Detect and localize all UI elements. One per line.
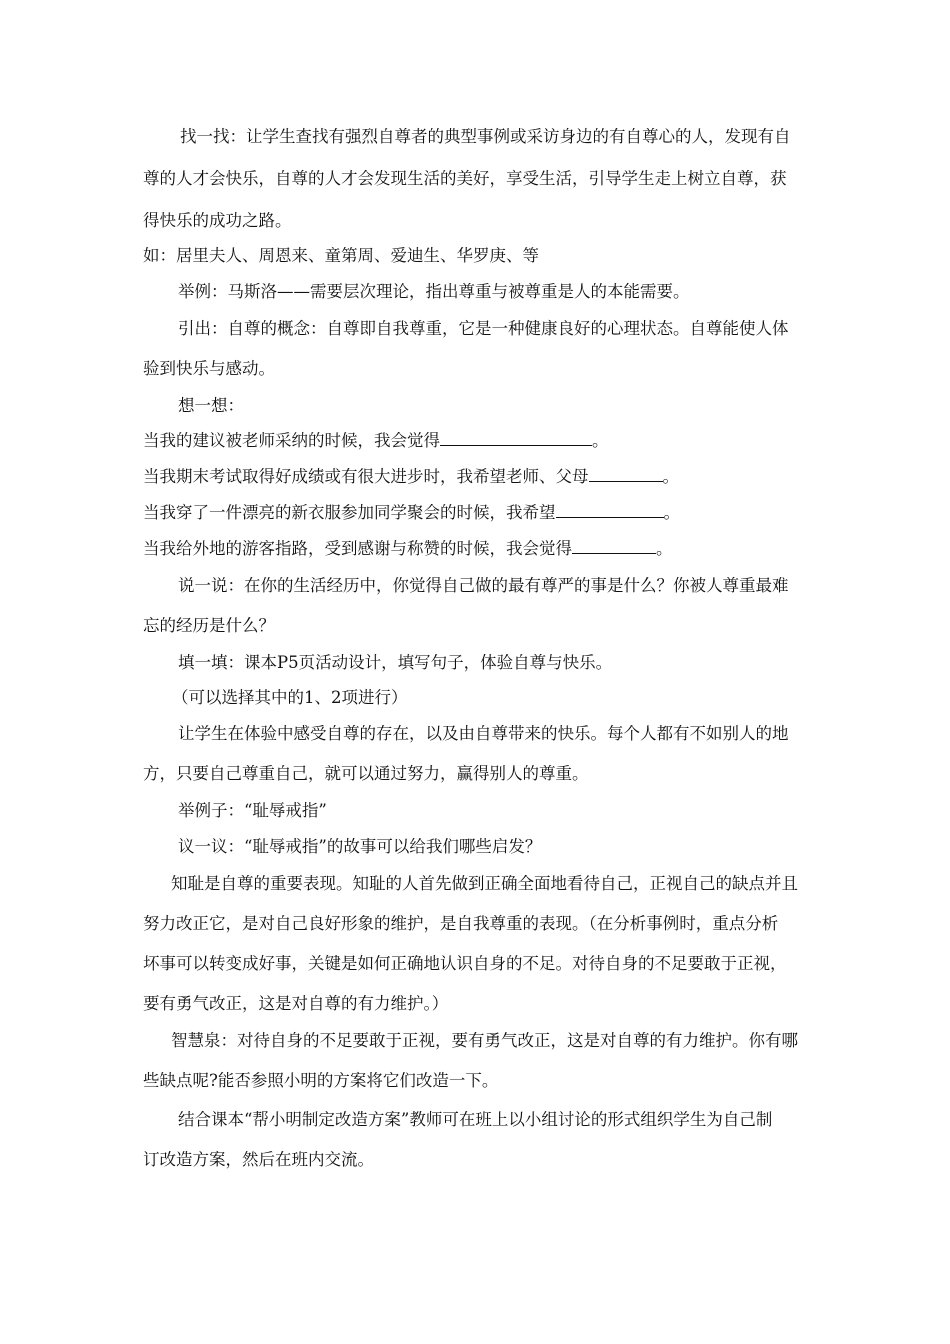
fill-blank-2 bbox=[589, 467, 663, 482]
example-ring: 举例子：“耻辱戒指” bbox=[178, 801, 327, 820]
paragraph-plan-line-2: 订改造方案，然后在班内交流。 bbox=[143, 1150, 374, 1169]
fill-sentence-2 bbox=[143, 467, 679, 487]
paragraph-shame-line-3: 坏事可以转变成好事，关键是如何正确地认识自身的不足。对待自身的不足要敢于正视， bbox=[143, 954, 787, 973]
paragraph-shame-line-1: 知耻是自尊的重要表现。知耻的人首先做到正确全面地看待自己，正视自己的缺点并且 bbox=[171, 874, 798, 893]
fill-blank-3 bbox=[556, 503, 664, 518]
fill-sentence-2-text: 当我期末考试取得好成绩或有很大进步时，我希望老师、父母 bbox=[143, 467, 589, 486]
fill-blank-1 bbox=[440, 431, 592, 446]
paragraph-wisdom-line-2: 些缺点呢?能否参照小明的方案将它们改造一下。 bbox=[143, 1071, 499, 1090]
paragraph-concept-line-1: 引出：自尊的概念：自尊即自我尊重，它是一种健康良好的心理状态。自尊能使人体 bbox=[178, 319, 789, 338]
fill-sentence-2-end: 。 bbox=[662, 467, 679, 486]
examples-list: 如：居里夫人、周恩来、童第周、爱迪生、华罗庚、等 bbox=[143, 246, 539, 265]
think-heading: 想一想： bbox=[178, 396, 244, 415]
fill-sentence-1-text: 当我的建议被老师采纳的时候，我会觉得 bbox=[143, 431, 440, 450]
discuss-question: 议一议：“耻辱戒指”的故事可以给我们哪些启发？ bbox=[178, 837, 542, 856]
paragraph-shame-line-4: 要有勇气改正，这是对自尊的有力维护。） bbox=[143, 994, 449, 1013]
fill-sentence-3 bbox=[143, 503, 680, 523]
paragraph-find-line-3: 得快乐的成功之路。 bbox=[143, 211, 292, 230]
fill-sentence-1-end: 。 bbox=[592, 431, 609, 450]
fill-blank-4 bbox=[572, 539, 656, 554]
fill-sentence-3-end: 。 bbox=[663, 503, 680, 522]
fill-sentence-1 bbox=[143, 431, 609, 451]
paragraph-shame-line-2: 努力改正它，是对自己良好形象的维护，是自我尊重的表现。（在分析事例时，重点分析 bbox=[143, 914, 779, 933]
paragraph-wisdom-line-1: 智慧泉：对待自身的不足要敢于正视，要有勇气改正，这是对自尊的有力维护。你有哪 bbox=[171, 1031, 798, 1050]
fill-sentence-3-text: 当我穿了一件漂亮的新衣服参加同学聚会的时候，我希望 bbox=[143, 503, 556, 522]
fill-sentence-4-text: 当我给外地的游客指路，受到感谢与称赞的时候，我会觉得 bbox=[143, 539, 572, 558]
paragraph-concept-line-2: 验到快乐与感动。 bbox=[143, 359, 275, 378]
paragraph-find-line-1: 找一找：让学生查找有强烈自尊者的典型事例或采访身边的有自尊心的人，发现有自 bbox=[180, 127, 791, 146]
example-maslow: 举例：马斯洛——需要层次理论，指出尊重与被尊重是人的本能需要。 bbox=[178, 282, 690, 301]
paragraph-say-line-1: 说一说：在你的生活经历中，你觉得自己做的最有尊严的事是什么？你被人尊重最难 bbox=[178, 576, 789, 595]
paragraph-choose: （可以选择其中的1、2项进行） bbox=[172, 688, 408, 707]
paragraph-experience-line-1: 让学生在体验中感受自尊的存在，以及由自尊带来的快乐。每个人都有不如别人的地 bbox=[178, 724, 789, 743]
fill-sentence-4 bbox=[143, 539, 673, 559]
paragraph-fill: 填一填：课本P5页活动设计，填写句子，体验自尊与快乐。 bbox=[178, 653, 613, 672]
paragraph-plan-line-1: 结合课本“帮小明制定改造方案”教师可在班上以小组讨论的形式组织学生为自己制 bbox=[178, 1110, 773, 1129]
paragraph-experience-line-2: 方，只要自己尊重自己，就可以通过努力，赢得别人的尊重。 bbox=[143, 764, 589, 783]
paragraph-say-line-2: 忘的经历是什么？ bbox=[143, 616, 275, 635]
fill-sentence-4-end: 。 bbox=[656, 539, 673, 558]
paragraph-find-line-2: 尊的人才会快乐，自尊的人才会发现生活的美好，享受生活，引导学生走上树立自尊，获 bbox=[143, 169, 787, 188]
